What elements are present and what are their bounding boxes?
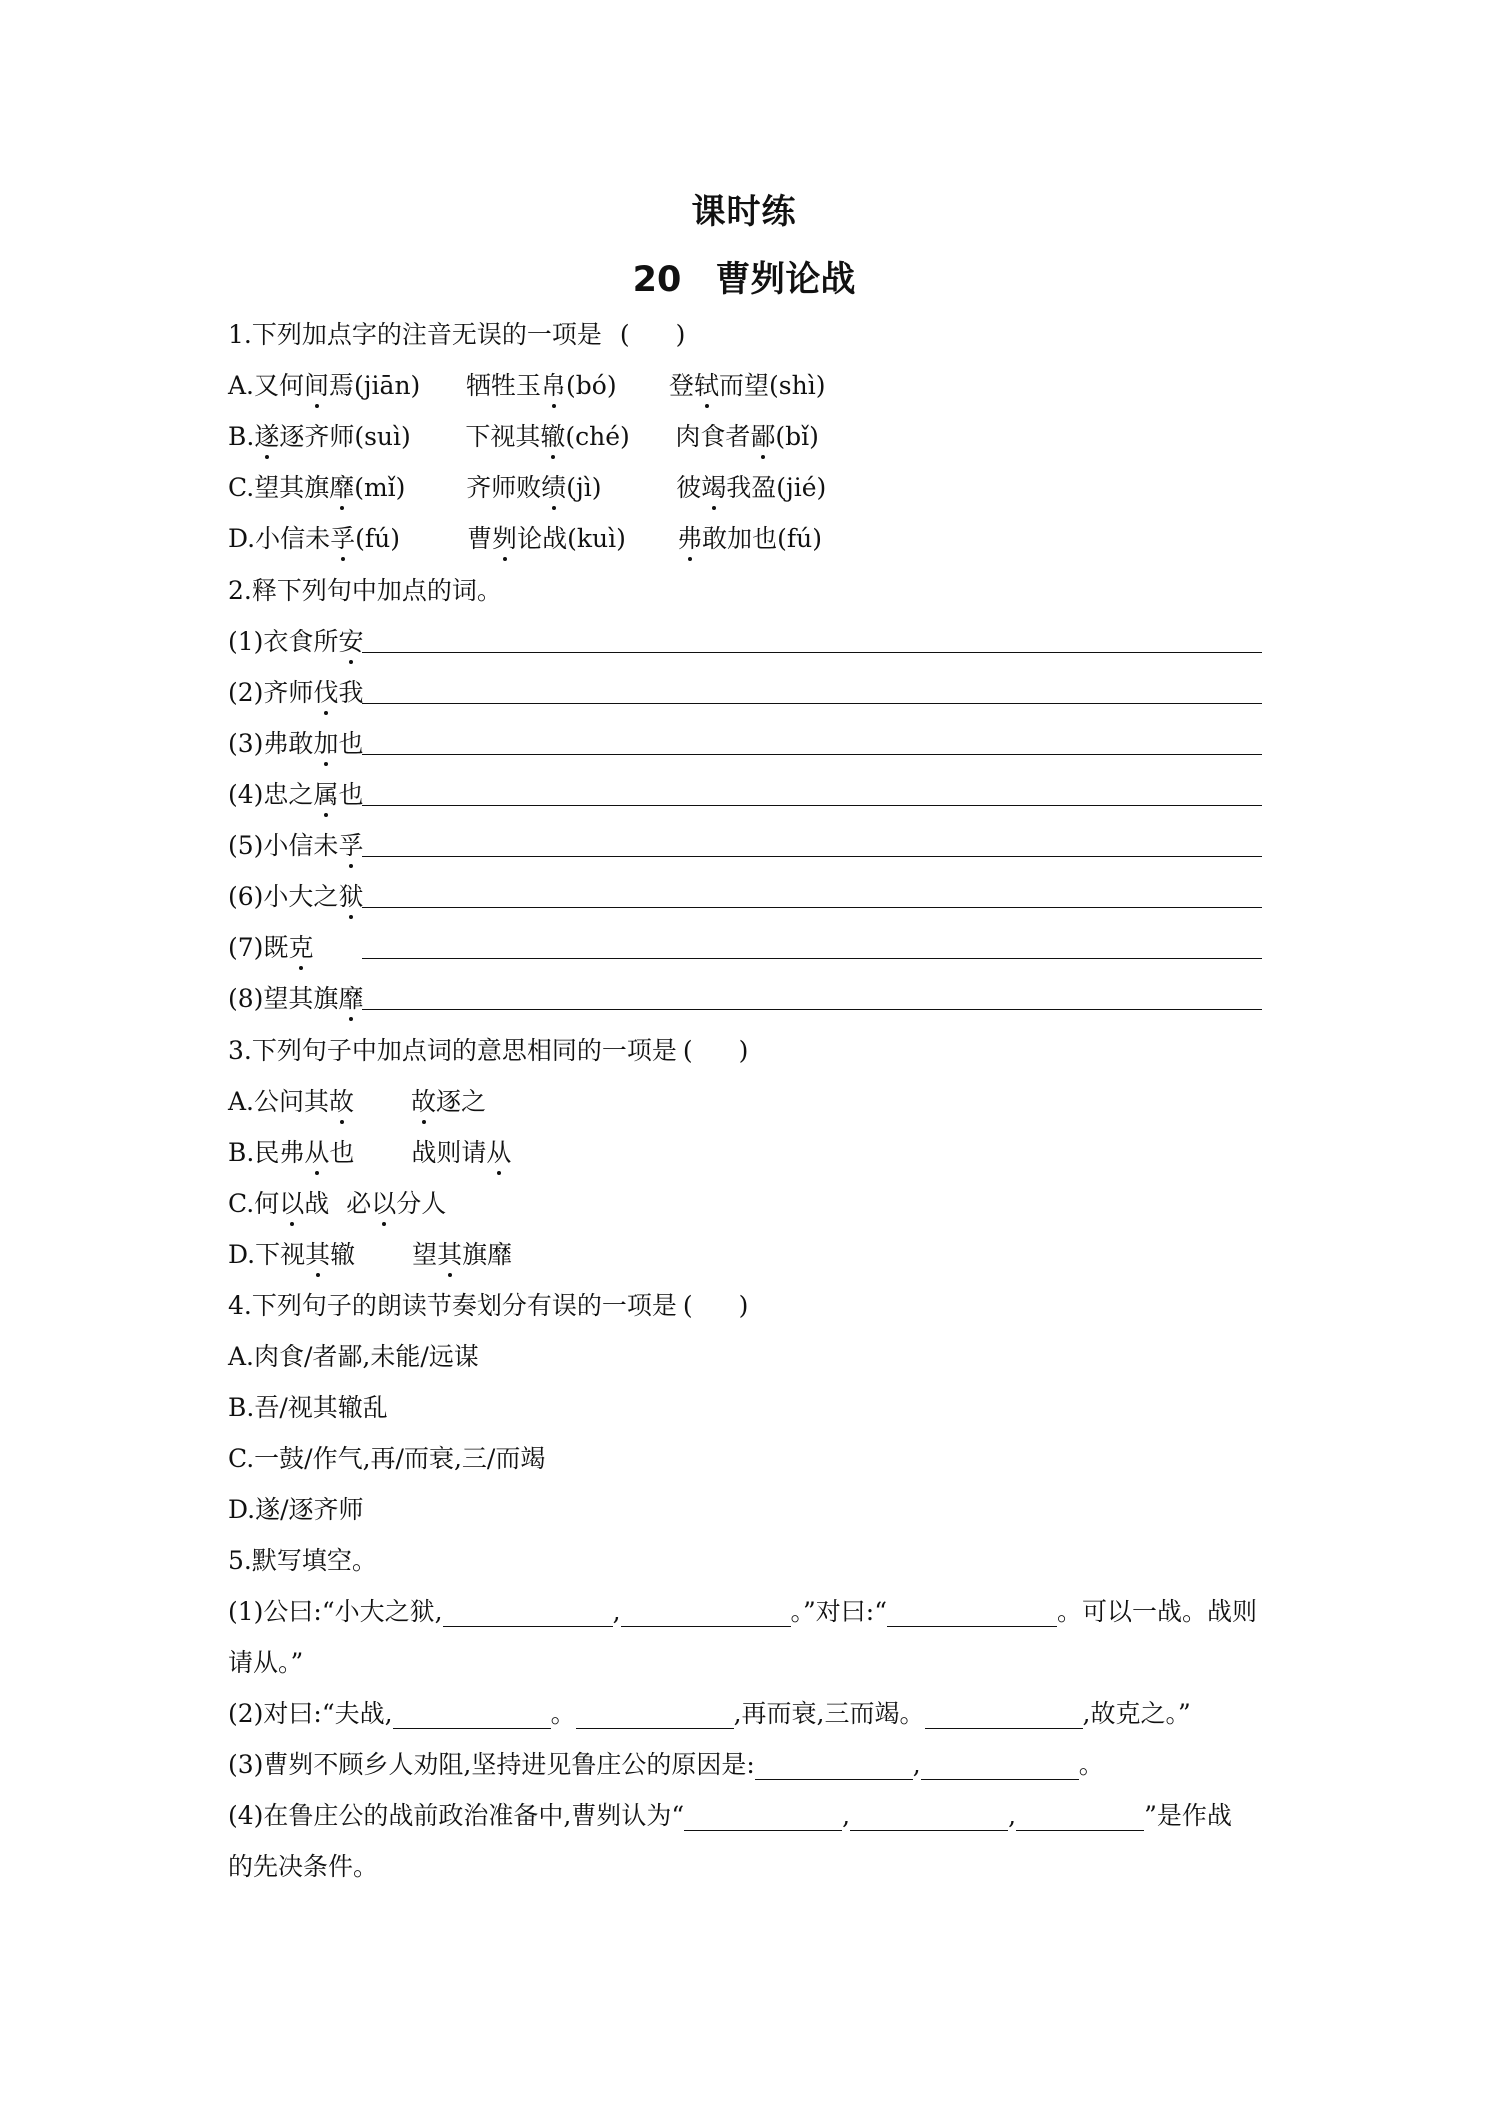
item-text: 也 [338, 780, 364, 809]
dotted-char: 克 [288, 933, 314, 962]
dotted-char: 刿 [492, 524, 518, 553]
q4-option-c: C.一鼓/作气,再/而衰,三/而竭 [228, 1444, 546, 1473]
fill-blank[interactable] [621, 1600, 791, 1627]
fill-blank[interactable] [755, 1753, 913, 1780]
opt-text: 敢加也(fú) [702, 524, 822, 553]
fill-text: (2)对曰:“夫战, [228, 1699, 393, 1728]
fill-text: , [1008, 1801, 1017, 1830]
fill-text: 。 [1078, 1750, 1104, 1779]
fill-text: 。可以一战。战则 [1057, 1597, 1258, 1626]
opt-text: 公问其 [254, 1087, 330, 1116]
item-text: 衣食所 [263, 627, 339, 656]
opt-text: (bó) [566, 371, 617, 400]
fill-text: , [842, 1801, 851, 1830]
opt-text: 下视 [255, 1240, 306, 1269]
opt-text: 而望(shì) [719, 371, 826, 400]
opt-text: 辙 [330, 1240, 356, 1269]
dotted-char: 间 [304, 371, 330, 400]
answer-paren [683, 1036, 749, 1066]
q2-stem: 2.释下列句中加点的词。 [228, 576, 502, 605]
dotted-char: 伐 [313, 678, 339, 707]
q2-item-2 [228, 678, 363, 708]
dotted-char: 故 [329, 1087, 355, 1116]
answer-line[interactable] [362, 652, 1262, 653]
q4-option-d: D.遂/逐齐师 [228, 1495, 364, 1524]
fill-text: (4)在鲁庄公的战前政治准备中,曹刿认为“ [228, 1801, 685, 1830]
fill-blank[interactable] [443, 1600, 613, 1627]
answer-line[interactable] [362, 805, 1262, 806]
opt-text: 又何 [254, 371, 305, 400]
opt-text: 战 [304, 1189, 330, 1218]
paren-open: ( [619, 320, 630, 349]
answer-line[interactable] [362, 754, 1262, 755]
q2-item-8 [228, 984, 363, 1014]
answer-line[interactable] [362, 907, 1262, 908]
fill-text: (1)公曰:“小大之狱, [228, 1597, 443, 1626]
item-num: (5) [228, 831, 264, 860]
option-label: B. [228, 1138, 255, 1167]
fill-text: 。”对曰:“ [790, 1597, 888, 1626]
item-num: (2) [228, 678, 264, 707]
answer-line[interactable] [362, 958, 1262, 959]
opt-text: 分人 [396, 1189, 447, 1218]
dotted-char: 帛 [541, 371, 567, 400]
option-label: A. [228, 371, 255, 400]
dotted-char: 竭 [701, 473, 727, 502]
dotted-char: 孚 [330, 524, 356, 553]
opt-text: 必 [346, 1189, 372, 1218]
dotted-char: 以 [371, 1189, 397, 1218]
opt-text: 肉食者 [675, 422, 751, 451]
q5-sentence-2 [228, 1699, 1191, 1729]
fill-blank[interactable] [684, 1804, 842, 1831]
lesson-heading [0, 252, 1488, 302]
opt-text: 望其旗 [254, 473, 330, 502]
fill-blank[interactable] [850, 1804, 1008, 1831]
option-label: C. [228, 1189, 255, 1218]
paren-open: ( [682, 1291, 693, 1320]
dotted-char: 绩 [541, 473, 567, 502]
paren-close: ) [738, 1291, 749, 1320]
q3-stem-text: 3.下列句子中加点词的意思相同的一项是 [228, 1036, 677, 1065]
opt-text: 我盈(jié) [726, 473, 827, 502]
item-text: 也 [338, 729, 364, 758]
item-text: 小大之 [263, 882, 339, 911]
fill-text: , [612, 1597, 621, 1626]
q1-option-c [228, 473, 826, 503]
q1-option-b [228, 422, 819, 452]
opt-text: 齐师败 [466, 473, 542, 502]
q3-stem [228, 1036, 748, 1066]
q4-stem-text: 4.下列句子的朗读节奏划分有误的一项是 [228, 1291, 677, 1320]
dotted-char: 狱 [338, 882, 364, 911]
dotted-char: 轼 [694, 371, 720, 400]
item-text: 小信未 [263, 831, 339, 860]
q5-stem: 5.默写填空。 [228, 1546, 377, 1575]
dotted-char: 孚 [338, 831, 364, 860]
option-label: D. [228, 1240, 256, 1269]
dotted-char: 加 [313, 729, 339, 758]
fill-text: (3)曹刿不顾乡人劝阻,坚持进见鲁庄公的原因是: [228, 1750, 755, 1779]
fill-text: ”是作战 [1144, 1801, 1232, 1830]
q3-option-a [228, 1087, 486, 1117]
item-text: 既 [263, 933, 289, 962]
opt-text: 焉(jiān) [329, 371, 421, 400]
opt-text: (ché) [565, 422, 630, 451]
fill-text: ,故克之。” [1082, 1699, 1191, 1728]
q4-option-a: A.肉食/者鄙,未能/远谋 [228, 1342, 479, 1371]
q5-sentence-1 [228, 1597, 1257, 1627]
q2-item-3 [228, 729, 363, 759]
q4-stem [228, 1291, 748, 1321]
q3-option-b [228, 1138, 511, 1168]
q5-sentence-4 [228, 1801, 1232, 1831]
opt-text: 小信未 [255, 524, 331, 553]
option-label: B. [228, 422, 255, 451]
opt-text: 论战(kuì) [517, 524, 626, 553]
dotted-char: 其 [305, 1240, 331, 1269]
dotted-char: 鄙 [750, 422, 776, 451]
item-text: 齐师 [263, 678, 314, 707]
dotted-char: 从 [304, 1138, 330, 1167]
opt-text: 牺牲玉 [466, 371, 542, 400]
item-text: 我 [338, 678, 364, 707]
opt-text: 民弗 [254, 1138, 305, 1167]
q2-item-6 [228, 882, 363, 912]
q1-stem [228, 320, 685, 350]
q1-option-d [228, 524, 822, 554]
paren-close: ) [675, 320, 686, 349]
dotted-char: 弗 [677, 524, 703, 553]
answer-line[interactable] [362, 703, 1262, 704]
option-label: A. [228, 1087, 255, 1116]
item-text: 忠之 [263, 780, 314, 809]
opt-text: 逐齐师(suì) [279, 422, 411, 451]
item-num: (3) [228, 729, 264, 758]
item-num: (1) [228, 627, 264, 656]
opt-text: 逐之 [436, 1087, 487, 1116]
q1-stem-text: 1.下列加点字的注音无误的一项是 [228, 320, 602, 349]
dotted-char: 辙 [540, 422, 566, 451]
dotted-char: 以 [279, 1189, 305, 1218]
item-num: (4) [228, 780, 264, 809]
item-num: (6) [228, 882, 264, 911]
q3-option-d [228, 1240, 512, 1270]
opt-text: 彼 [676, 473, 702, 502]
q5-sentence-3 [228, 1750, 1104, 1780]
opt-text: (bǐ) [775, 422, 819, 451]
answer-line[interactable] [362, 856, 1262, 857]
q2-item-7 [228, 933, 313, 963]
q3-option-c [228, 1189, 446, 1219]
paren-close: ) [738, 1036, 749, 1065]
opt-text: (jì) [566, 473, 602, 502]
page-title: 课时练 [691, 192, 797, 232]
opt-text: 下视其 [465, 422, 541, 451]
q2-item-1 [228, 627, 363, 657]
dotted-char: 属 [313, 780, 339, 809]
opt-text: 曹 [467, 524, 493, 553]
dotted-char: 故 [411, 1087, 437, 1116]
dotted-char: 遂 [254, 422, 280, 451]
answer-paren [620, 320, 686, 350]
opt-text: 登 [669, 371, 695, 400]
q2-item-5 [228, 831, 363, 861]
fill-blank[interactable] [576, 1702, 734, 1729]
dotted-char: 从 [486, 1138, 512, 1167]
opt-text: 旗靡 [462, 1240, 513, 1269]
fill-blank[interactable] [925, 1702, 1083, 1729]
dotted-char: 其 [437, 1240, 463, 1269]
dotted-char: 靡 [329, 473, 355, 502]
fill-blank[interactable] [887, 1600, 1057, 1627]
fill-blank[interactable] [393, 1702, 551, 1729]
option-label: C. [228, 473, 255, 502]
opt-text: (fú) [355, 524, 401, 553]
paren-open: ( [682, 1036, 693, 1065]
q1-option-a [228, 371, 825, 401]
answer-line[interactable] [362, 1009, 1262, 1010]
option-label: D. [228, 524, 256, 553]
dotted-char: 靡 [338, 984, 364, 1013]
answer-paren [683, 1291, 749, 1321]
q2-item-4 [228, 780, 363, 810]
q5-sentence-1-cont: 请从。” [228, 1648, 304, 1677]
opt-text: 何 [254, 1189, 280, 1218]
fill-text: , [912, 1750, 921, 1779]
fill-blank[interactable] [1016, 1804, 1144, 1831]
opt-text: 也 [329, 1138, 355, 1167]
fill-text: ,再而衰,三而竭。 [733, 1699, 925, 1728]
q4-option-b: B.吾/视其辙乱 [228, 1393, 388, 1422]
opt-text: 战则请 [411, 1138, 487, 1167]
item-num: (8) [228, 984, 264, 1013]
item-text: 望其旗 [263, 984, 339, 1013]
fill-blank[interactable] [921, 1753, 1079, 1780]
q5-sentence-4-cont: 的先决条件。 [228, 1852, 379, 1881]
fill-text: 。 [550, 1699, 576, 1728]
dotted-char: 安 [338, 627, 364, 656]
lesson-number: 20 [632, 260, 682, 300]
opt-text: (mǐ) [354, 473, 406, 502]
item-text: 弗敢 [263, 729, 314, 758]
opt-text: 望 [412, 1240, 438, 1269]
item-num: (7) [228, 933, 264, 962]
lesson-title: 曹刿论战 [715, 260, 856, 300]
